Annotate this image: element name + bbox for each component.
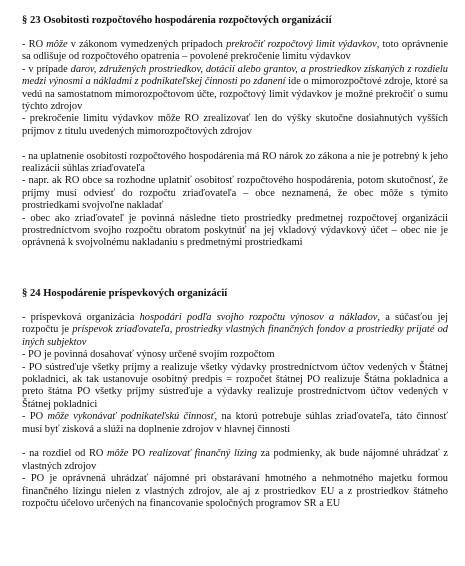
paragraph: - PO je oprávnená uhrádzať nájomné pri obstarávaní hmotného a nehmotného majetku formou finančného lízingu nielen z vlastných zdrojov, ale aj z prostriedkov EU a z prostriedkov štátneho rozpočtu účelovo určených na financovanie spoločných programov SR a EU [22, 473, 448, 509]
italic-text: môže [46, 39, 68, 50]
text-run: PO [128, 448, 149, 460]
spacer [22, 436, 448, 448]
text-run: - v prípade [22, 63, 71, 75]
section-23-heading: § 23 Osobitosti rozpočtového hospodárenia rozpočtových organizácií [22, 15, 332, 26]
italic-text: prekročiť rozpočtový limit výdavkov [226, 39, 377, 50]
spacer [22, 250, 448, 287]
italic-text: príspevok zriaďovateľa, prostriedky vlastných finančných fondov a prostriedky prijaté od iných subjektov [22, 324, 448, 348]
italic-text: realizovať finančný lízing [148, 448, 258, 460]
italic-text: môže vykonávať podnikateľskú činnosť [47, 411, 215, 423]
paragraph [22, 411, 448, 436]
italic-text: darov, združených prostriedkov, dotácií alebo grantov, a prostriedkov získaných z rozdielu medzi výnosmi a nákladmi z podnikateľskej činnosti po zdanení [22, 63, 448, 88]
text-run: , toto oprávnenie sa odlišuje od rozpočtového opatrenia – povolené prekročenie limitu výdavkov [22, 39, 448, 63]
paragraph [22, 39, 448, 64]
paragraph: - prekročenie limitu výdavkov môže RO zrealizovať len do výšky skutočne dosiahnutých vyšších príjmov z titulu uvedených mimorozpočtových zdrojov [22, 113, 448, 137]
text-run: v zákonom vymedzených prípadoch [67, 39, 227, 50]
paragraph: - napr. ak RO obce sa rozhodne uplatniť osobitosť rozpočtového hospodárenia, potom skutočnosť, že príjmy musí odviesť do rozpočtu zriaďovateľa – obce neznamená, že obec môže s týmito prostriedkami svojvoľne nakladať [22, 175, 448, 212]
text-run: - na rozdiel od RO [22, 448, 108, 460]
text-run: - RO [22, 39, 47, 50]
text-run: , na ktorú potrebuje súhlas zriaďovateľa, táto činnosť musí byť zisková a slúži na doplnenie zdrojov v hlavnej činnosti [22, 411, 448, 435]
text-run: , a súčasťou jej rozpočtu je [22, 311, 448, 336]
paragraph [22, 312, 448, 349]
paragraph: - na uplatnenie osobitostí rozpočtového hospodárenia má RO nárok zo zákona a nie je potrebný k jeho realizácii súhlas zriaďovateľa [22, 150, 448, 175]
text-run: ide o mimorozpočtové zdroje, ktoré sa vedú na samostatnom mimorozpočtovom účte, rozpočtový limit výdavkov je možné prekročiť o sumu týchto zdrojov [22, 76, 448, 113]
section-24-heading: § 24 Hospodárenie príspevkových organizácií [22, 287, 228, 299]
text-run: - príspevková organizácia [22, 311, 140, 323]
spacer [22, 138, 448, 150]
paragraph: - PO sústreďuje všetky príjmy a realizuje všetky výdavky prostredníctvom účtov vedených v Štátnej pokladnici, ak tak ustanovuje osobitný predpis = rozpočet štátnej PO realizuje Štátna pokladnica a preto štátna PO všetky príjmy sústreďuje a výdavky realizuje prostredníctvom účtov vedených v Štátnej pokladnici [22, 361, 448, 410]
paragraph: - obec ako zriaďovateľ je povinná následne tieto prostriedky predmetnej rozpočtovej organizácii prostredníctvom svojho rozpočtu obratom poskytnúť na jej vkladový výdavkový účet – obec nie je oprávnená k svojvolnému nakladaniu s predmetnými prostriedkami [22, 212, 448, 249]
text-run: za podmienky, ak bude nájomné uhrádzať z vlastných zdrojov [22, 448, 448, 472]
paragraph [22, 64, 448, 114]
italic-text: hospodári podľa svojho rozpočtu výnosov a nákladov [139, 311, 378, 323]
paragraph [22, 448, 448, 473]
italic-text: môže [107, 448, 129, 460]
text-run: - PO [22, 411, 48, 423]
paragraph: - PO je povinná dosahovať výnosy určené svojím rozpočtom [22, 349, 275, 361]
